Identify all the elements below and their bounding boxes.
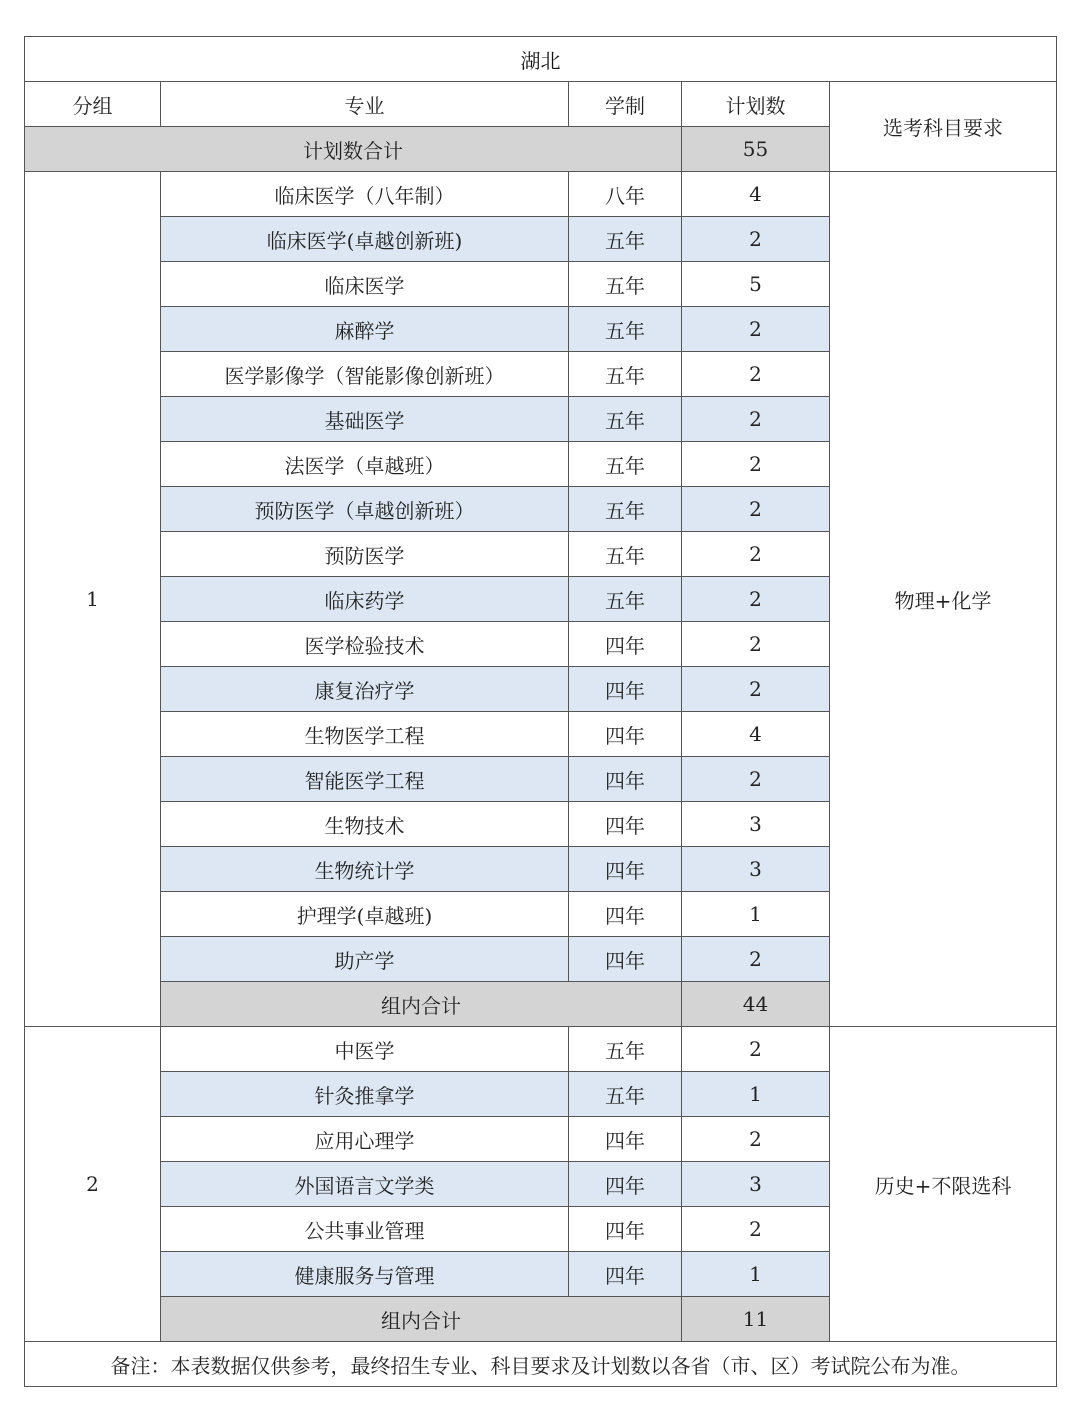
duration: 四年 bbox=[569, 1252, 682, 1297]
plan-count: 1 bbox=[682, 892, 830, 937]
table-body bbox=[25, 172, 1057, 1342]
plan-count: 2 bbox=[682, 532, 830, 577]
plan-count: 3 bbox=[682, 847, 830, 892]
plan-count: 4 bbox=[682, 172, 830, 217]
duration: 四年 bbox=[569, 622, 682, 667]
duration: 四年 bbox=[569, 1162, 682, 1207]
plan-count: 2 bbox=[682, 1117, 830, 1162]
duration: 四年 bbox=[569, 757, 682, 802]
subject-requirement: 历史+不限选科 bbox=[830, 1027, 1057, 1342]
plan-count: 2 bbox=[682, 1207, 830, 1252]
duration: 八年 bbox=[569, 172, 682, 217]
plan-count: 5 bbox=[682, 262, 830, 307]
duration: 五年 bbox=[569, 532, 682, 577]
table-row bbox=[25, 1027, 1057, 1072]
major-name: 公共事业管理 bbox=[161, 1207, 569, 1252]
duration: 五年 bbox=[569, 1072, 682, 1117]
plan-count: 2 bbox=[682, 397, 830, 442]
major-name: 临床医学 bbox=[161, 262, 569, 307]
duration: 四年 bbox=[569, 847, 682, 892]
title-row bbox=[25, 37, 1057, 82]
plan-count: 2 bbox=[682, 937, 830, 982]
duration: 五年 bbox=[569, 1027, 682, 1072]
major-name: 临床医学（八年制） bbox=[161, 172, 569, 217]
group-number: 1 bbox=[25, 172, 161, 1027]
duration: 五年 bbox=[569, 307, 682, 352]
duration: 四年 bbox=[569, 892, 682, 937]
header-row bbox=[25, 82, 1057, 127]
major-name: 中医学 bbox=[161, 1027, 569, 1072]
subtotal-label: 组内合计 bbox=[161, 982, 682, 1027]
duration: 五年 bbox=[569, 262, 682, 307]
duration: 四年 bbox=[569, 667, 682, 712]
plan-count: 2 bbox=[682, 577, 830, 622]
total-value: 55 bbox=[682, 127, 830, 172]
duration: 四年 bbox=[569, 937, 682, 982]
duration: 四年 bbox=[569, 1207, 682, 1252]
duration: 五年 bbox=[569, 352, 682, 397]
duration: 五年 bbox=[569, 487, 682, 532]
major-name: 针灸推拿学 bbox=[161, 1072, 569, 1117]
enrollment-plan-table bbox=[24, 36, 1057, 1387]
plan-count: 3 bbox=[682, 802, 830, 847]
plan-count: 3 bbox=[682, 1162, 830, 1207]
plan-count: 2 bbox=[682, 217, 830, 262]
plan-count: 2 bbox=[682, 667, 830, 712]
major-name: 法医学（卓越班） bbox=[161, 442, 569, 487]
header-duration: 学制 bbox=[569, 82, 682, 127]
major-name: 麻醉学 bbox=[161, 307, 569, 352]
major-name: 基础医学 bbox=[161, 397, 569, 442]
duration: 四年 bbox=[569, 1117, 682, 1162]
header-major: 专业 bbox=[161, 82, 569, 127]
major-name: 智能医学工程 bbox=[161, 757, 569, 802]
subtotal-value: 11 bbox=[682, 1297, 830, 1342]
header-requirement: 选考科目要求 bbox=[830, 82, 1057, 172]
subtotal-label: 组内合计 bbox=[161, 1297, 682, 1342]
duration: 五年 bbox=[569, 577, 682, 622]
plan-count: 4 bbox=[682, 712, 830, 757]
plan-count: 2 bbox=[682, 307, 830, 352]
major-name: 护理学(卓越班) bbox=[161, 892, 569, 937]
major-name: 外国语言文学类 bbox=[161, 1162, 569, 1207]
header-group: 分组 bbox=[25, 82, 161, 127]
plan-count: 1 bbox=[682, 1072, 830, 1117]
note-row bbox=[25, 1342, 1057, 1387]
page-title: 湖北 bbox=[25, 37, 1057, 82]
subtotal-value: 44 bbox=[682, 982, 830, 1027]
major-name: 预防医学（卓越创新班） bbox=[161, 487, 569, 532]
group-number: 2 bbox=[25, 1027, 161, 1342]
duration: 四年 bbox=[569, 712, 682, 757]
duration: 五年 bbox=[569, 397, 682, 442]
major-name: 临床药学 bbox=[161, 577, 569, 622]
subject-requirement: 物理+化学 bbox=[830, 172, 1057, 1027]
plan-count: 1 bbox=[682, 1252, 830, 1297]
duration: 五年 bbox=[569, 442, 682, 487]
total-label: 计划数合计 bbox=[25, 127, 682, 172]
plan-count: 2 bbox=[682, 487, 830, 532]
header-plan: 计划数 bbox=[682, 82, 830, 127]
major-name: 应用心理学 bbox=[161, 1117, 569, 1162]
plan-count: 2 bbox=[682, 352, 830, 397]
table-row bbox=[25, 172, 1057, 217]
plan-count: 2 bbox=[682, 757, 830, 802]
major-name: 康复治疗学 bbox=[161, 667, 569, 712]
major-name: 助产学 bbox=[161, 937, 569, 982]
major-name: 医学检验技术 bbox=[161, 622, 569, 667]
major-name: 生物技术 bbox=[161, 802, 569, 847]
duration: 五年 bbox=[569, 217, 682, 262]
major-name: 生物医学工程 bbox=[161, 712, 569, 757]
major-name: 临床医学(卓越创新班) bbox=[161, 217, 569, 262]
major-name: 预防医学 bbox=[161, 532, 569, 577]
plan-count: 2 bbox=[682, 442, 830, 487]
duration: 四年 bbox=[569, 802, 682, 847]
footnote: 备注：本表数据仅供参考，最终招生专业、科目要求及计划数以各省（市、区）考试院公布为准。 bbox=[25, 1342, 1057, 1387]
plan-count: 2 bbox=[682, 1027, 830, 1072]
major-name: 健康服务与管理 bbox=[161, 1252, 569, 1297]
plan-count: 2 bbox=[682, 622, 830, 667]
major-name: 生物统计学 bbox=[161, 847, 569, 892]
major-name: 医学影像学（智能影像创新班） bbox=[161, 352, 569, 397]
